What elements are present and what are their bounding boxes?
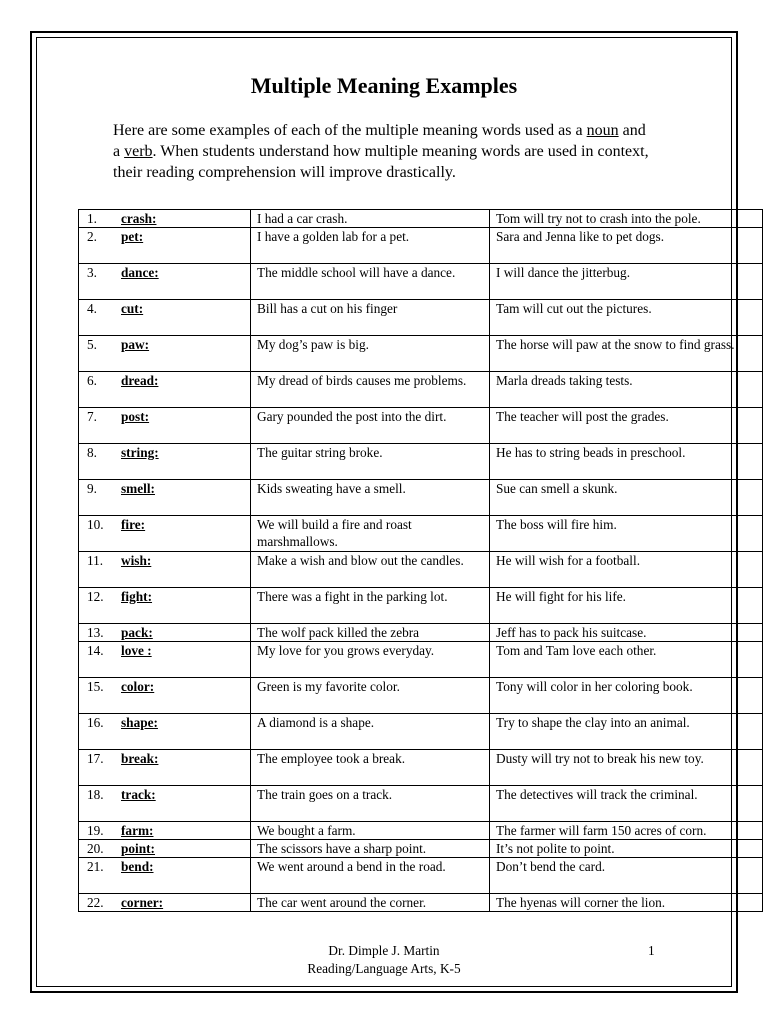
table-row xyxy=(79,552,763,588)
row-number: 22. xyxy=(87,895,104,910)
word-cell xyxy=(79,516,251,552)
row-number: 20. xyxy=(87,841,104,856)
row-number: 14. xyxy=(87,643,104,658)
verb-example: Tony will color in her coloring book. xyxy=(490,678,763,714)
row-number: 3. xyxy=(87,265,97,280)
vocab-word: dread: xyxy=(121,373,159,388)
noun-example: We went around a bend in the road. xyxy=(251,858,490,894)
noun-example: There was a fight in the parking lot. xyxy=(251,588,490,624)
verb-example: He has to string beads in preschool. xyxy=(490,444,763,480)
vocab-word: paw: xyxy=(121,337,150,352)
verb-example: He will fight for his life. xyxy=(490,588,763,624)
word-cell xyxy=(79,372,251,408)
footer-subject: Reading/Language Arts, K-5 xyxy=(307,961,461,976)
word-cell xyxy=(79,300,251,336)
noun-example: My dog’s paw is big. xyxy=(251,336,490,372)
word-cell xyxy=(79,210,251,228)
vocab-word: pet: xyxy=(121,229,144,244)
vocab-word: corner: xyxy=(121,895,164,910)
table-row xyxy=(79,336,763,372)
row-number: 10. xyxy=(87,517,104,532)
noun-example: The train goes on a track. xyxy=(251,786,490,822)
row-number: 16. xyxy=(87,715,104,730)
word-cell xyxy=(79,480,251,516)
word-cell xyxy=(79,624,251,642)
noun-example: Kids sweating have a smell. xyxy=(251,480,490,516)
verb-example: The teacher will post the grades. xyxy=(490,408,763,444)
word-cell xyxy=(79,894,251,912)
table-row xyxy=(79,408,763,444)
table-row xyxy=(79,624,763,642)
word-cell xyxy=(79,642,251,678)
vocab-word: wish: xyxy=(121,553,152,568)
word-table xyxy=(78,209,763,912)
table-row xyxy=(79,714,763,750)
word-cell xyxy=(79,858,251,894)
intro-and-a: and a xyxy=(113,122,646,160)
verb-example: Tom will try not to crash into the pole. xyxy=(490,210,763,228)
table-row xyxy=(79,444,763,480)
vocab-word: fire: xyxy=(121,517,146,532)
noun-example: I had a car crash. xyxy=(251,210,490,228)
verb-example: Try to shape the clay into an animal. xyxy=(490,714,763,750)
word-cell xyxy=(79,822,251,840)
row-number: 12. xyxy=(87,589,104,604)
vocab-word: pack: xyxy=(121,625,153,640)
verb-example: It’s not polite to point. xyxy=(490,840,763,858)
vocab-word: post: xyxy=(121,409,150,424)
row-number: 4. xyxy=(87,301,97,316)
row-number: 2. xyxy=(87,229,97,244)
verb-example: The hyenas will corner the lion. xyxy=(490,894,763,912)
word-cell xyxy=(79,336,251,372)
word-cell xyxy=(79,840,251,858)
row-number: 11. xyxy=(87,553,104,568)
table-row xyxy=(79,516,763,552)
word-cell xyxy=(79,552,251,588)
noun-example: The middle school will have a dance. xyxy=(251,264,490,300)
verb-example: Tom and Tam love each other. xyxy=(490,642,763,678)
noun-example: We bought a farm. xyxy=(251,822,490,840)
word-cell xyxy=(79,228,251,264)
verb-example: Don’t bend the card. xyxy=(490,858,763,894)
page-title: Multiple Meaning Examples xyxy=(250,73,518,98)
vocab-word: farm: xyxy=(121,823,154,838)
row-number: 6. xyxy=(87,373,97,388)
noun-example: A diamond is a shape. xyxy=(251,714,490,750)
vocab-word: crash: xyxy=(121,211,157,226)
intro-paragraph xyxy=(113,120,653,183)
vocab-word: dance: xyxy=(121,265,159,280)
verb-example: Sara and Jenna like to pet dogs. xyxy=(490,228,763,264)
table-row xyxy=(79,786,763,822)
verb-example: The farmer will farm 150 acres of corn. xyxy=(490,822,763,840)
table-row xyxy=(79,210,763,228)
row-number: 21. xyxy=(87,859,104,874)
verb-example: Dusty will try not to break his new toy. xyxy=(490,750,763,786)
noun-example: We will build a fire and roast marshmallows. xyxy=(251,516,490,552)
row-number: 18. xyxy=(87,787,104,802)
noun-example: My love for you grows everyday. xyxy=(251,642,490,678)
row-number: 19. xyxy=(87,823,104,838)
vocab-word: point: xyxy=(121,841,155,856)
footer-author: Dr. Dimple J. Martin xyxy=(328,943,440,958)
table-row xyxy=(79,228,763,264)
verb-example: The horse will paw at the snow to find grass. xyxy=(490,336,763,372)
vocab-word: cut: xyxy=(121,301,144,316)
noun-example: Green is my favorite color. xyxy=(251,678,490,714)
vocab-word: string: xyxy=(121,445,159,460)
noun-example: The employee took a break. xyxy=(251,750,490,786)
verb-example: Tam will cut out the pictures. xyxy=(490,300,763,336)
verb-example: The boss will fire him. xyxy=(490,516,763,552)
word-cell xyxy=(79,588,251,624)
vocab-word: fight: xyxy=(121,589,153,604)
table-row xyxy=(79,264,763,300)
row-number: 15. xyxy=(87,679,104,694)
verb-example: Sue can smell a skunk. xyxy=(490,480,763,516)
noun-example: The guitar string broke. xyxy=(251,444,490,480)
intro-noun-term: noun xyxy=(586,122,619,139)
vocab-word: smell: xyxy=(121,481,155,496)
row-number: 1. xyxy=(87,211,97,226)
word-cell xyxy=(79,408,251,444)
intro-text-1: Here are some examples of each of the multiple meaning words used as a xyxy=(113,122,583,139)
page-number: 1 xyxy=(648,943,655,958)
vocab-word: break: xyxy=(121,751,159,766)
table-row xyxy=(79,480,763,516)
noun-example: The car went around the corner. xyxy=(251,894,490,912)
table-row xyxy=(79,300,763,336)
row-number: 8. xyxy=(87,445,97,460)
verb-example: He will wish for a football. xyxy=(490,552,763,588)
verb-example: Marla dreads taking tests. xyxy=(490,372,763,408)
vocab-word: track: xyxy=(121,787,156,802)
word-cell xyxy=(79,264,251,300)
vocab-word: love : xyxy=(121,643,152,658)
vocab-word: color: xyxy=(121,679,155,694)
noun-example: I have a golden lab for a pet. xyxy=(251,228,490,264)
noun-example: The scissors have a sharp point. xyxy=(251,840,490,858)
word-cell xyxy=(79,678,251,714)
table-row xyxy=(79,822,763,840)
table-row xyxy=(79,840,763,858)
row-number: 13. xyxy=(87,625,104,640)
table-row xyxy=(79,678,763,714)
noun-example: Bill has a cut on his finger xyxy=(251,300,490,336)
verb-example: The detectives will track the criminal. xyxy=(490,786,763,822)
word-cell xyxy=(79,786,251,822)
word-cell xyxy=(79,444,251,480)
verb-example: Jeff has to pack his suitcase. xyxy=(490,624,763,642)
table-row xyxy=(79,372,763,408)
table-row xyxy=(79,588,763,624)
noun-example: Gary pounded the post into the dirt. xyxy=(251,408,490,444)
row-number: 9. xyxy=(87,481,97,496)
noun-example: The wolf pack killed the zebra xyxy=(251,624,490,642)
noun-example: Make a wish and blow out the candles. xyxy=(251,552,490,588)
table-row xyxy=(79,858,763,894)
row-number: 17. xyxy=(87,751,104,766)
vocab-word: bend: xyxy=(121,859,154,874)
word-cell xyxy=(79,714,251,750)
noun-example: My dread of birds causes me problems. xyxy=(251,372,490,408)
word-cell xyxy=(79,750,251,786)
row-number: 5. xyxy=(87,337,97,352)
row-number: 7. xyxy=(87,409,97,424)
vocab-word: shape: xyxy=(121,715,158,730)
intro-verb-term: verb xyxy=(124,143,153,160)
intro-text-2: . When students understand how multiple meaning words are used in context, their reading comprehension will improve drastically. xyxy=(113,143,649,181)
verb-example: I will dance the jitterbug. xyxy=(490,264,763,300)
table-row xyxy=(79,894,763,912)
table-row xyxy=(79,642,763,678)
table-row xyxy=(79,750,763,786)
